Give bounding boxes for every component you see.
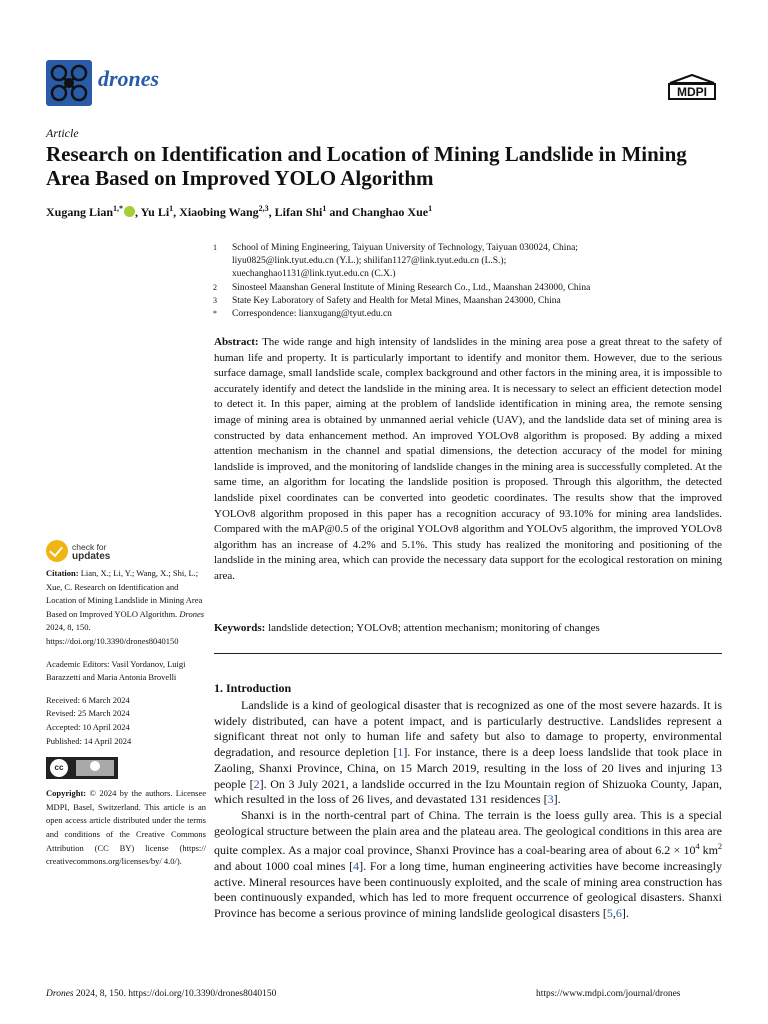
- reference-link[interactable]: 6: [615, 906, 622, 921]
- affiliation-item: [210, 295, 710, 308]
- text-run: km: [699, 843, 718, 858]
- text-run: Landslide is a kind of geological disaster that is recognized as one of the most severe hazards. It is widely distributed, can have a potent impact, and is particularly destructive. Landslides represent a significant threat not only to human life and safety but also to damage to property, environmental degradation, and resource depletion [: [214, 698, 722, 760]
- affiliation-item: [210, 308, 710, 321]
- publisher-name: MDPI: [677, 85, 707, 99]
- author-affiliation-mark: 1: [428, 204, 433, 213]
- copyright-label: Copyright:: [46, 788, 87, 799]
- affiliation-mark: 1: [213, 243, 217, 252]
- author-affiliation-mark: 1: [169, 204, 174, 213]
- affiliation-line: School of Mining Engineering, Taiyuan University of Technology, Taiyuan 030024, China;: [232, 243, 578, 253]
- journal-logo-icon: [46, 60, 92, 106]
- affiliation-item: [210, 242, 710, 282]
- footer-journal-url[interactable]: https://www.mdpi.com/journal/drones: [536, 989, 681, 999]
- text-run: ]. On 3 July 2021, a landslide occurred in the Izu Mountain region of Shizuoka County, Japan, which resulted in the loss of 26 lives, and devastated 131 residences [: [214, 776, 722, 807]
- updates-badge-line2: updates: [72, 551, 111, 562]
- text-run: ].: [553, 792, 561, 807]
- orcid-icon[interactable]: [124, 206, 135, 217]
- affiliation-line: liyu0825@link.tyut.edu.cn (Y.L.); shilifan1127@link.tyut.edu.cn (L.S.);: [232, 256, 507, 267]
- affiliation-line: Correspondence: lianxugang@tyut.edu.cn: [232, 309, 392, 320]
- text-run: ].: [621, 906, 629, 921]
- keywords-text: landslide detection; YOLOv8; attention mechanism; monitoring of changes: [268, 622, 600, 634]
- text-run: ,: [612, 906, 616, 921]
- keywords-label: Keywords:: [214, 622, 266, 634]
- abstract: [214, 335, 722, 585]
- journal-name: drones: [98, 66, 160, 91]
- author-name[interactable]: Xugang Lian: [46, 205, 114, 219]
- author-affiliation-mark: 1,*: [113, 204, 124, 213]
- reference-link[interactable]: 1: [397, 745, 404, 760]
- text-run: and about 1000 coal mines [: [214, 859, 354, 874]
- citation-year-vol: 2024, 8, 150.: [46, 622, 91, 633]
- citation-doi-link[interactable]: https://doi.org/10.3390/drones8040150: [46, 635, 179, 646]
- citation-journal: Drones: [179, 608, 205, 619]
- date-entry: Revised: 25 March 2024: [46, 708, 130, 719]
- affiliation-item: [210, 282, 710, 295]
- updates-badge-line1: check for: [72, 542, 107, 552]
- abstract-label: Abstract:: [214, 336, 259, 348]
- superscript: 2: [718, 842, 722, 852]
- paper-title: Research on Identification and Location of Mining Landslide in Mining Area Based on Improved YOLO Algorithm: [46, 142, 687, 190]
- copyright-text: © 2024 by the authors. Licensee MDPI, Basel, Switzerland. This article is an open access article distributed under the terms and conditions of the Creative Commons Attribution (CC BY) license (https:// creativecommons.org/licenses/by/ 4.0/).: [46, 788, 206, 867]
- affiliation-line: State Key Laboratory of Safety and Health for Metal Mines, Maanshan 243000, China: [232, 295, 561, 306]
- publisher-logo-icon: [666, 73, 718, 101]
- abstract-text: The wide range and high intensity of landslides in the mining area pose a great threat to the safety of human life and property. It is particularly important to identify and monitor them. However, due to the serious surface damage, small landslide scale, complex background and other factors in the mining area, it is impossible to accurately identify and detect the landslide in the mining area. It is necessary to select an efficient detection model to detect it. In this paper, aiming at the problem of landslide identification in mining area, the remote sensing image of mining area is obtained by unmanned aerial vehicle (UAV), and the landslide data set of mining area is constructed by data enhancement method. An improved YOLOv8 algorithm is proposed. By adding a mixed attention mechanism in the channel and spatial dimensions, the detection accuracy of the model for mining landslide is improved, and the monitoring of landslide changes in the mining area is successfully completed. At the same time, an algorithm for locating the landslide position is proposed. Through this algorithm, the detected landslide pixel coordinates can be converted into geodetic coordinates. The results show that the improved YOLOv8 algorithm proposed in this paper has a recognition accuracy of 93.10% for mining area landslides. Compared with the mAP@0.5 of the original YOLOv8 algorithm and YOLOv5 algorithm, the improved YOLOv8 algorithm has an increase of 4.2% and 5.1%. This study has realized the monitoring and positioning of the landslide in the mining area, which can provide the necessary data support for the ecological restoration on mining area.: [214, 336, 722, 582]
- superscript: 4: [695, 842, 700, 852]
- creative-commons-icon: cc: [50, 759, 68, 777]
- author-list: Xugang Lian$^{1,*}$ , Yu Li$^1$, Xiaobing Wang$^{2,3}$, Lifan Shi$^1$ and Changhao Xue$^1$: [46, 204, 433, 219]
- reference-link[interactable]: 4: [353, 859, 360, 874]
- footer-journal: Drones: [46, 989, 74, 999]
- reference-link[interactable]: 5: [606, 906, 613, 921]
- body-paragraph: [214, 698, 722, 808]
- checkmark-icon: [46, 540, 68, 562]
- date-entry: Published: 14 April 2024: [46, 735, 132, 746]
- footer-citation-rest[interactable]: 2024, 8, 150. https://doi.org/10.3390/drones8040150: [73, 989, 277, 999]
- affiliation-mark: 2: [213, 282, 217, 292]
- footer-citation: [46, 989, 276, 999]
- text-run: ]. For a long time, human engineering activities have become increasingly active. Mineral resources have been continuously exploited, and the scale of mining area construction has been continuously expanded, which has led to more frequent occurrence of geological disasters. Shanxi Province has become a serious province of mining landslide geological disasters [: [214, 859, 722, 921]
- publication-dates: [46, 694, 206, 748]
- copyright-notice: [46, 787, 206, 869]
- citation-block: [46, 567, 206, 649]
- text-run: Shanxi is in the north-central part of China. The terrain is the loess gully area. This is a special geological structure between the plain area and the plateau area. The geological conditions in this area are quite complex. As a major coal province, Shanxi Province has a coal-bearing area of about 6.2 × 10: [214, 807, 722, 858]
- keywords: [214, 621, 722, 636]
- affiliation-line: xuechanghao1131@link.tyut.edu.cn (C.X.): [232, 269, 396, 280]
- author-affiliation-mark: 2,3: [258, 204, 269, 213]
- author-name[interactable]: Yu Li: [140, 205, 170, 219]
- author-affiliation-mark: 1: [322, 204, 327, 213]
- body-paragraph: [214, 808, 722, 922]
- body-text: [214, 698, 722, 922]
- date-entry: Accepted: 10 April 2024: [46, 721, 130, 732]
- citation-text: Lian, X.; Li, Y.; Wang, X.; Shi, L.; Xue, C. Research on Identification and Location of Mining Landslide in Mining Area Based on Improved YOLO Algorithm.: [46, 568, 203, 619]
- author-name[interactable]: Xiaobing Wang: [179, 205, 259, 219]
- cc-by-license-badge[interactable]: [46, 757, 118, 779]
- affiliation-line: Sinosteel Maanshan General Institute of Mining Research Co., Ltd., Maanshan 243000, China: [232, 282, 591, 293]
- article-info-sidebar: [46, 567, 206, 878]
- affiliation-mark: 3: [213, 295, 217, 305]
- author-name[interactable]: Changhao Xue: [351, 205, 429, 219]
- text-run: ]. For instance, there is a deep loess landslide that took place in Zaoling, Shanxi Province, China, on 15 March 2019, resulting in the loss of 20 lives and injuring 13 people [: [214, 745, 722, 791]
- affiliations: [210, 242, 710, 321]
- divider: [214, 653, 722, 654]
- reference-link[interactable]: 3: [547, 792, 554, 807]
- date-entry: Received: 6 March 2024: [46, 694, 130, 705]
- academic-editors: Academic Editors: Vasil Yordanov, Luigi Barazzetti and Maria Antonia Brovelli: [46, 658, 186, 683]
- reference-link[interactable]: 2: [253, 776, 260, 791]
- article-type-label: Article: [46, 126, 79, 140]
- section-heading: 1. Introduction: [214, 681, 292, 695]
- citation-label: Citation:: [46, 568, 79, 578]
- affiliation-mark: *: [213, 309, 217, 319]
- author-name[interactable]: Lifan Shi: [274, 205, 323, 219]
